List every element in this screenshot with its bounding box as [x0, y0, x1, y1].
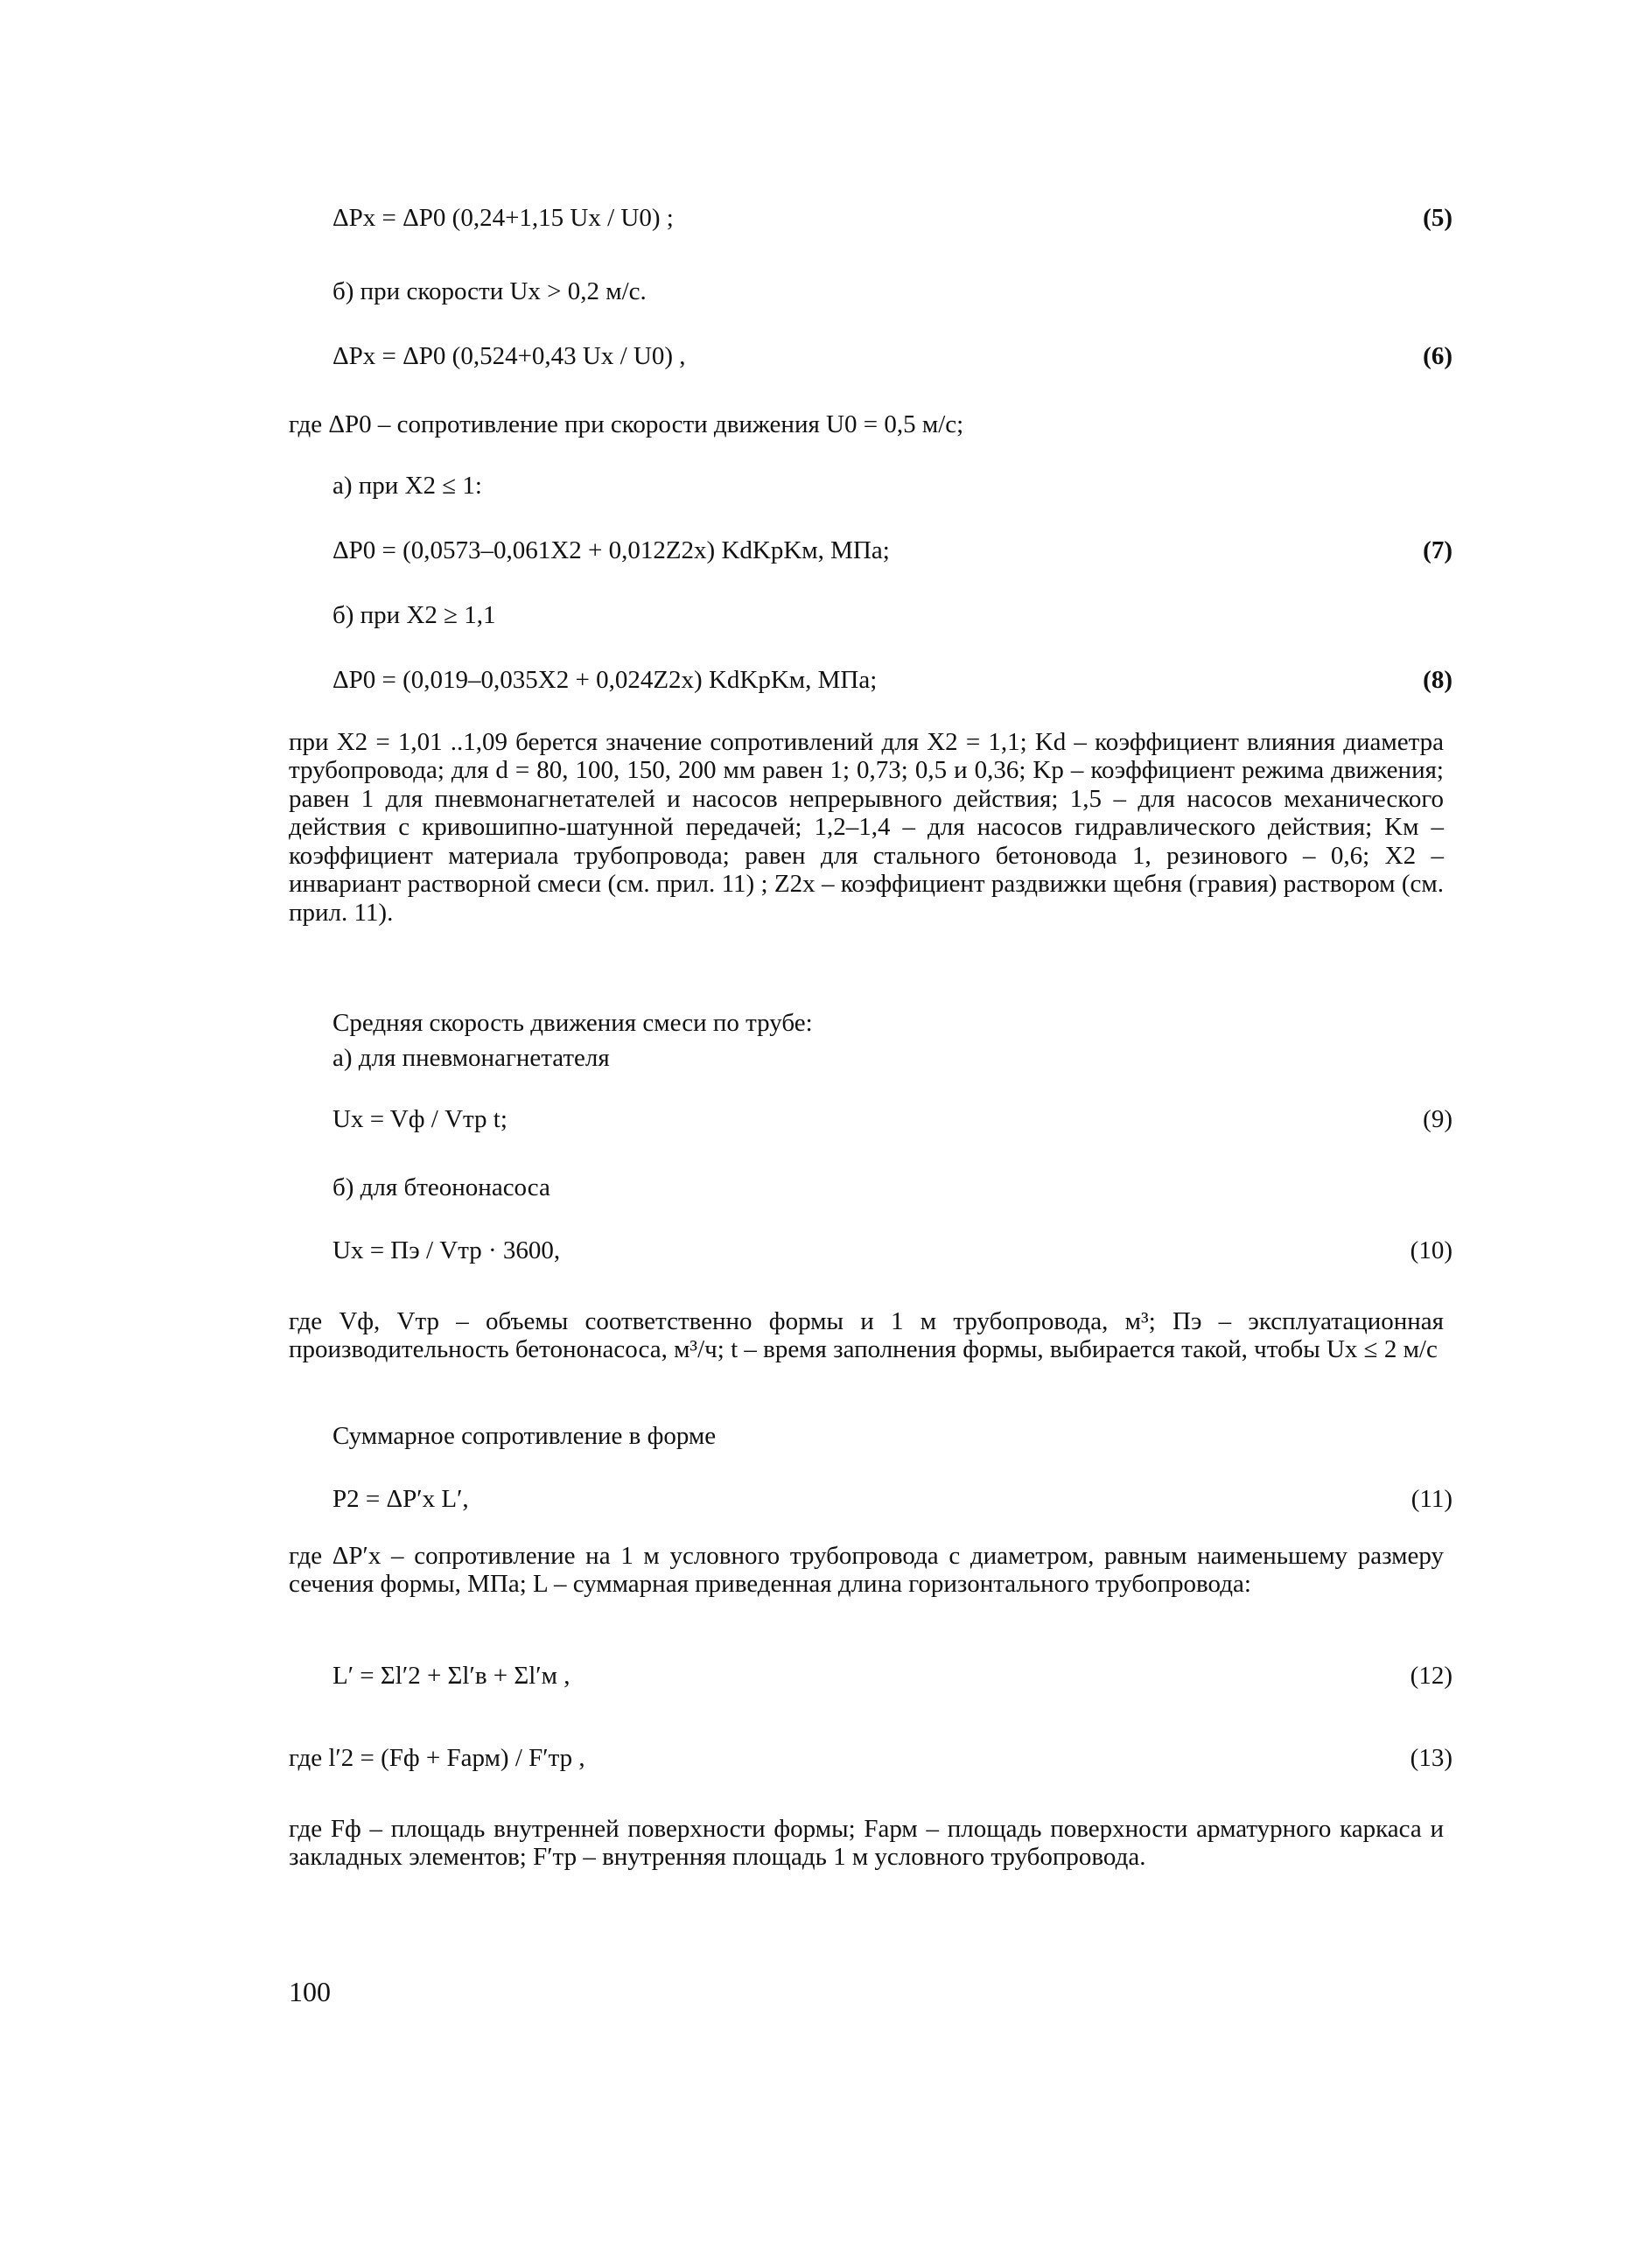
equation-10-number: (10): [1410, 1236, 1452, 1264]
equation-13-number: (13): [1410, 1744, 1452, 1772]
line-b-pump: б) для бтеононасоса: [332, 1173, 550, 1201]
equation-10: [332, 1236, 1452, 1274]
equation-5-number: (5): [1423, 204, 1452, 232]
equation-8: [332, 665, 1452, 704]
line-gde-p0: где ΔP0 – сопротивление при скорости движения U0 = 0,5 м/с;: [289, 410, 964, 438]
equation-5: [332, 203, 1452, 242]
equation-10-formula: Ux = Пэ / Vтр · 3600,: [332, 1236, 561, 1264]
equation-13: [289, 1743, 1452, 1782]
equation-11: [332, 1484, 1452, 1523]
equation-5-formula: ΔPx = ΔP0 (0,24+1,15 Ux / U0) ;: [332, 204, 674, 232]
equation-11-number: (11): [1410, 1485, 1452, 1513]
equation-7: [332, 536, 1452, 574]
equation-7-formula: ΔP0 = (0,0573–0,061X2 + 0,012Z2x) KdKpKм, МПа;: [332, 536, 890, 564]
equation-6: [332, 341, 1452, 380]
paragraph-volumes: где Vф, Vтр – объемы соответственно формы и 1 м трубопровода, м³; Пэ – эксплуатационная производительность бетононасоса, м³/ч; t – время заполнения формы, выбирается такой, чтобы Ux ≤ 2 м/с: [289, 1307, 1444, 1364]
paragraph-coefficients: при X2 = 1,01 ..1,09 берется значение сопротивлений для X2 = 1,1; Kd – коэффициент влияния диаметра трубопровода; для d = 80, 100, 150, 200 мм равен 1; 0,73; 0,5 и 0,36; Kp – коэффициент режима движения; равен 1 для пневмонагнетателей и насосов непрерывного действия; 1,5 – для насосов механического действия с кривошипно-шатунной передачей; 1,2–1,4 – для насосов гидравлического действия; Kм – коэффициент материала трубопровода; равен для стального бетоновода 1, резинового – 0,6; X2 – инвариант растворной смеси (см. прил. 11) ; Z2x – коэффициент раздвижки щебня (гравия) раствором (см. прил. 11).: [289, 728, 1444, 927]
line-a-x2: а) при X2 ≤ 1:: [332, 472, 482, 500]
line-b-x2: б) при X2 ≥ 1,1: [332, 601, 496, 629]
paragraph-resistance-definition: где ΔP′x – сопротивление на 1 м условного трубопровода с диаметром, равным наименьшему размеру сечения формы, МПа; L – суммарная приведенная длина горизонтального трубопровода:: [289, 1542, 1444, 1599]
equation-9: [332, 1104, 1452, 1143]
equation-8-number: (8): [1423, 666, 1452, 694]
equation-13-formula: где l′2 = (Fф + Fарм) / F′тр ,: [289, 1744, 585, 1772]
equation-12-formula: L′ = Σl′2 + Σl′в + Σl′м ,: [332, 1662, 570, 1690]
equation-6-number: (6): [1423, 342, 1452, 370]
paragraph-average-speed: Средняя скорость движения смеси по трубе:: [332, 1009, 813, 1037]
line-a-pneumo: а) для пневмонагнетателя: [332, 1044, 610, 1072]
paragraph-total-resistance: Суммарное сопротивление в форме: [332, 1422, 717, 1450]
equation-11-formula: P2 = ΔP′x L′,: [332, 1485, 469, 1513]
equation-9-number: (9): [1423, 1105, 1452, 1133]
equation-6-formula: ΔPx = ΔP0 (0,524+0,43 Ux / U0) ,: [332, 342, 686, 370]
equation-12: [332, 1661, 1452, 1699]
line-b-speed: б) при скорости Ux > 0,2 м/с.: [332, 277, 647, 305]
equation-12-number: (12): [1410, 1662, 1452, 1690]
paragraph-areas: где Fф – площадь внутренней поверхности формы; Fарм – площадь поверхности арматурного каркаса и закладных элементов; F′тр – внутренняя площадь 1 м условного трубопровода.: [289, 1815, 1444, 1872]
equation-8-formula: ΔP0 = (0,019–0,035X2 + 0,024Z2x) KdKpKм, МПа;: [332, 666, 878, 694]
equation-7-number: (7): [1423, 536, 1452, 564]
equation-9-formula: Ux = Vф / Vтр t;: [332, 1105, 508, 1133]
page-number: 100: [289, 1976, 331, 2007]
